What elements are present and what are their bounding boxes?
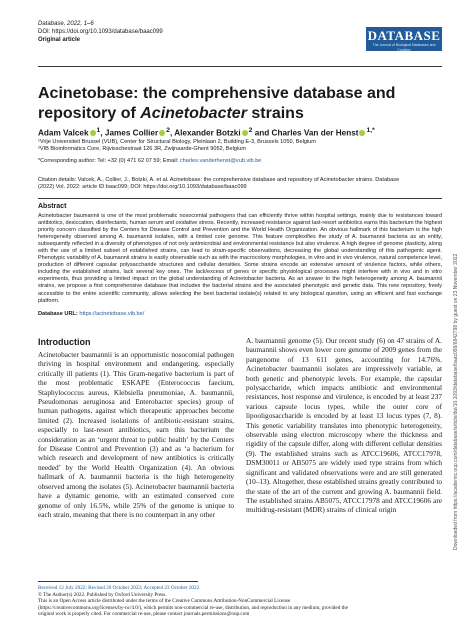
orcid-icon[interactable] — [90, 130, 96, 136]
license-line-3: original work is properly cited. For commercial re-use, please contact journals.permissions@oup.com — [38, 611, 250, 618]
article-title — [38, 84, 448, 124]
author-name: , Alexander Botzki — [169, 128, 241, 138]
orcid-icon[interactable] — [159, 130, 165, 136]
author-affil-sup: 2 — [166, 127, 170, 134]
affiliations — [38, 139, 442, 153]
author-list — [38, 127, 375, 138]
copyright-line: © The Author(s) 2022. Published by Oxford University Press. — [38, 591, 167, 598]
article-type: Original article — [38, 37, 81, 43]
download-sidebar — [449, 110, 461, 550]
corresponding-label: *Corresponding author: Tel: +32 (0) 471 62 07 59; Email: — [38, 158, 180, 164]
intro-right-column: A. baumannii genome (5). Our recent study (6) on 47 strains of A. baumannii shows even lower core genome of 2009 genes from the pangenome of 13 611 genes, accounting for 14.76%. Acinetobacter baumannii isolates are impressively variable, at both genetic and phenotypic levels. For example, the capsular polysaccharide, which impacts antibiotic and environmental resistances, host response and virulence, is encoded by at least 237 various capsule locus types, while the outer core of lipooligosaccharide is encoded by at least 13 locus types (7, 8). This genetic variability translates into phenotypic heterogeneity, observable using electron microscopy where the thickness and rigidity of the capsule differ, along with different cellular densities (9). The established strains such as ATCC19606, ATCC17978, DSM30011 or AB5075 are widely used type strains from which significant and validated observations were and are still generated (10–13). Altogether, these established strains greatly contributed to the state of the art of the current and growing A. baumannii field. The established strains AB5075, ATCC17978 and ATCC19606 are multidrug-resistant (MDR) strains of clinical origin — [246, 336, 442, 515]
introduction-heading: Introduction — [38, 337, 91, 347]
affiliation-2: ²VIB Bioinformatics Core, Rijvisschestraat 126 3R, Zwijnaarde-Ghent 9052, Belgium — [38, 146, 246, 153]
intro-left-column: Acinetobacter baumannii is an opportunistic nosocomial pathogen thriving in hospital environment and endangering, especially critically ill patients (1). This Gram-negative bacterium is part of the most problematic ESKAPE (Enterococcus faecium, Staphylococcus aureus, Klebsiella pneumoniae, A. baumannii, Pseudomonas aeruginosa and Enterobacter species) group of human pathogens, against which therapeutic approaches become limited (2). Increased isolations of antibiotic-resistant strains, especially to last-resort antibiotics, earn this bacterium the consideration as an ‘urgent threat to public health’ by the Centers for Disease Control and Prevention (3) and as ‘a bacterium for which research and development of new antibiotics is critically needed’ by the World Health Organization (4). An obvious hallmark of A. baumannii bacteria is the high heterogeneity observed among the isolates (5). Acinetobacter baumannii bacteria have a dynamic genome, with an estimated conserved core genome of only 16.5%, while 25% of the genome is unique to each strain, meaning that there is no counterpart in any other — [38, 350, 234, 519]
license-line-1: This is an Open Access article distributed under the terms of the Creative Commons Attribution-NonCommercial License — [38, 598, 291, 605]
footer-divider — [38, 581, 198, 582]
corresponding-email-link[interactable]: charles.vanderhenst@vub.vib.be — [179, 158, 262, 164]
orcid-icon[interactable] — [359, 130, 365, 136]
author-affil-sup: 1,* — [366, 127, 375, 134]
author-name: , James Collier — [100, 128, 159, 138]
citation-line-1: Citation details: Valcek, A., Collier, J., Botzki, A. et al. Acinetobase: the comprehensive database and repository of Acinetobacter strains. Database — [38, 177, 400, 183]
article-footer — [38, 585, 442, 618]
license-line-2: (https://creativecommons.org/licenses/by-nc/4.0/), which permits non-commercial re-use, distribution, and reproduction in any medium, provided the — [38, 604, 348, 611]
citation-details — [38, 177, 442, 191]
author-affil-sup: 2 — [248, 127, 253, 134]
logo-word: DATABASE — [367, 28, 441, 43]
orcid-icon[interactable] — [242, 130, 248, 136]
title-text-italic: Acinetobacter — [140, 105, 247, 122]
citation-line-2: (2022) Vol. 2022: article ID baac099; DOI: https://doi.org/10.1093/database/baac099 — [38, 184, 247, 191]
logo-tagline: The Journal of Biological Databases and Curation — [372, 43, 436, 52]
database-logo — [366, 27, 442, 51]
journal-line: Database, 2022, 1–6 — [38, 21, 94, 27]
download-notice: Downloaded from https://academic.oup.com/database/article/doi/10.1093/database/baac099/6842798 by guest on 23 November 2022 — [453, 253, 459, 550]
header-divider — [38, 66, 442, 67]
received-dates: Received 12 July 2022; Revised 20 October 2022; Accepted 23 October 2022 — [38, 585, 200, 591]
corresponding-author — [38, 158, 442, 165]
doi-line: DOI: https://doi.org/10.1093/database/baac099 — [38, 29, 163, 35]
database-url — [38, 311, 442, 318]
author-affil-sup: 1 — [96, 127, 101, 134]
abstract-heading: Abstract — [38, 203, 67, 210]
title-text-1: Acinetobase: the comprehensive database and repository of — [38, 85, 396, 122]
title-text-2: strains — [246, 105, 304, 122]
journal-header — [38, 20, 163, 44]
database-url-link[interactable]: https://acinetobase.vib.be/ — [79, 311, 145, 317]
abstract-divider — [38, 198, 442, 199]
database-url-label: Database URL: — [38, 311, 80, 317]
author-name: and Charles Van der Henst — [252, 128, 359, 138]
affiliation-1: ¹Vrije Universiteit Brussel (VUB), Center for Structural Biology, Pleinlaan 2, Building E-3, Brussels 1050, Belgium — [38, 139, 316, 145]
abstract-text: Acinetobacter baumannii is one of the most problematic nosocomial pathogens that can efficiently thrive within hospital settings, mainly due to resistances toward antibiotics, desiccation, disinfectants, human serum and oxidative stress. Recently, increased resistance against last-resort antibiotics earns this bacterium the highest priority concern classified by the Centers for Disease Control and Prevention and the World Health Organization. An obvious hallmark of this bacterium is the high heterogeneity observed among A. baumannii isolates, with a limited core genome. This feature complexifies the study of A. baumannii bacteria as an entity, subsequently reflected in a diversity of phenotypes of not only antimicrobial and environmental resistance but also virulence. A high degree of genome plasticity, along with the use of a limited subset of established strains, can lead to strain-specific observations, decreasing the global understanding of this pathogenic agent. Phenotypic variability of A. baumannii strains is easily observable such as with the macrocolony morphologies, in vitro and in vivo virulence, natural competence level, production of different capsular polysaccharide structures and cellular densities. Some strains encode an extensive amount of virulence factors, while others, including the established strains, lack several key ones. The lack/excess of genes or specific physiological processes might interfere with in vivo and in vitro experiments, thus providing a limited impact on the global understanding of Acinetobacter bacteria. As an answer to the high heterogeneity among A. baumannii strains, we propose a first comprehensive database that includes the bacterial strains and the associated phenotypic and genetic data. This new repository, freely accessible to the entire scientific community, allows selecting the best bacterial isolate(s) related to any biological question, using an efficient and fast exchange platform. — [38, 213, 442, 304]
author-name: Adam Valcek — [38, 128, 89, 138]
